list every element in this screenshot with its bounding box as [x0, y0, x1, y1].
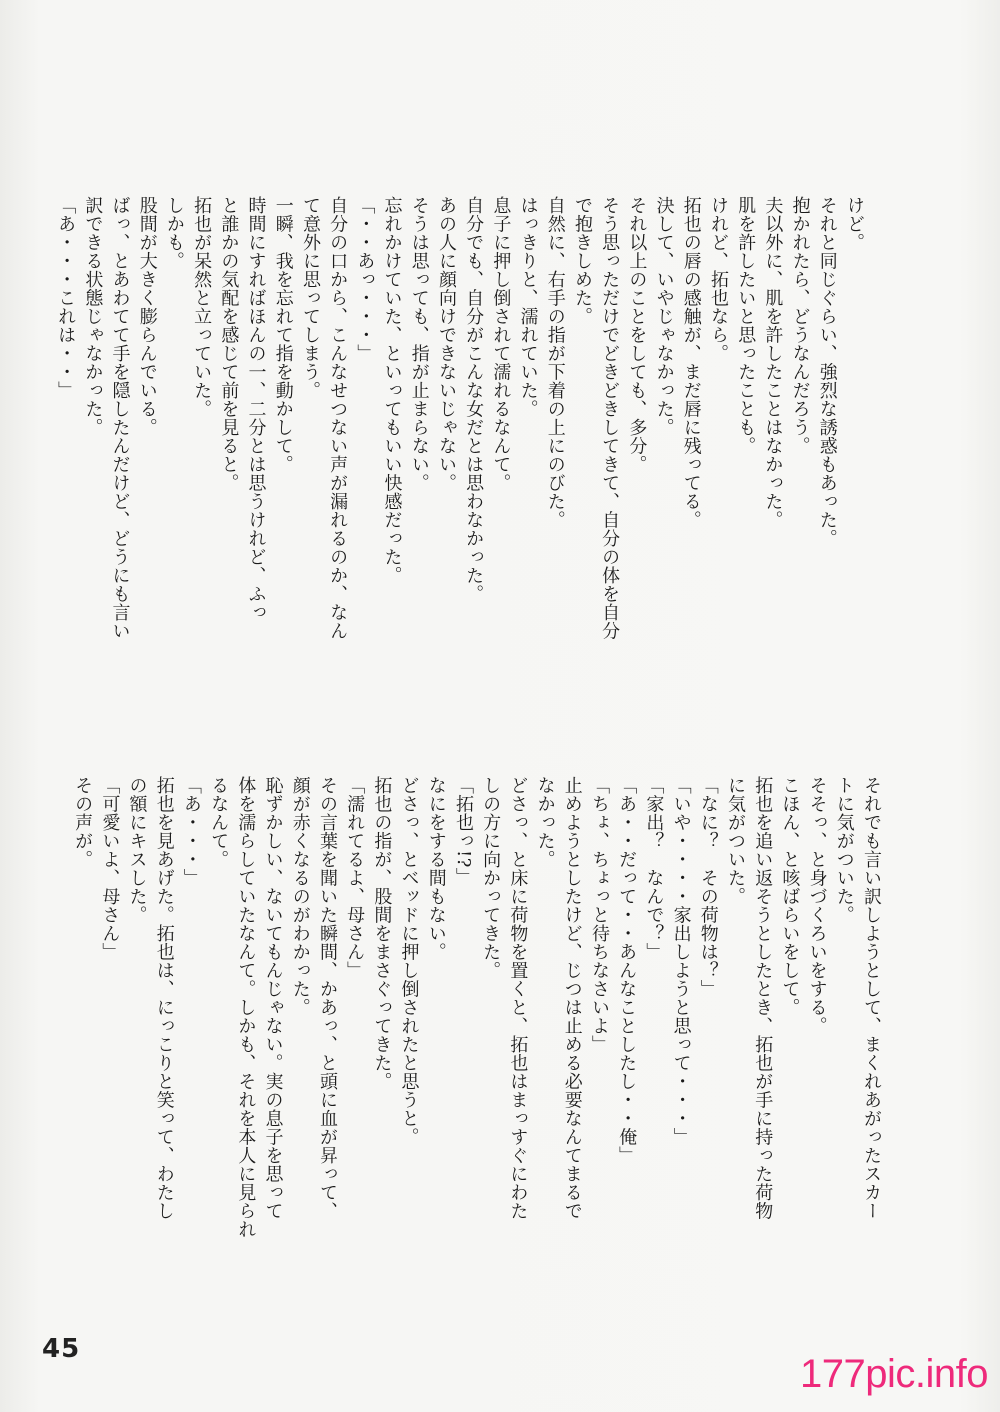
text-line: トに気がついた。	[833, 776, 855, 924]
text-line: そそっ、と身づくろいをする。	[806, 776, 828, 1035]
text-line: こほん、と咳ばらいをして。	[779, 776, 801, 1017]
text-line: 肌を許したいと思ったことも。	[735, 196, 757, 455]
text-line: 「濡れてるよ、母さん」	[344, 776, 366, 980]
text-line: と誰かの気配を感じて前を見ると。	[218, 196, 240, 492]
text-line: それでも言い訳しようとして、まくれあがったスカー	[861, 776, 882, 1220]
text-line: 一瞬、我を忘れて指を動かして。	[272, 196, 294, 474]
text-line: 拓也を追い返そうとしたとき、拓也が手に持った荷物	[752, 776, 774, 1220]
text-line: 「・・あっ・・・」	[354, 196, 376, 363]
text-line: 自然に、右手の指が下着の上にのびた。	[544, 196, 566, 529]
text-line: 自分でも、自分がこんな女だとは思わなかった。	[463, 196, 485, 603]
text-line: 拓也の指が、股間をまさぐってきた。	[371, 776, 393, 1091]
text-line: 「いや・・・・家出しようと思って・・・」	[670, 776, 692, 1146]
text-line: 時間にすればほんの一、二分とは思うけれど、ふっ	[245, 196, 267, 622]
text-line: あの人に顔向けできないじゃない。	[435, 196, 457, 492]
text-line: 抱かれたら、どうなんだろう。	[789, 196, 811, 455]
text-line: どさっ、と床に荷物を置くと、拓也はまっすぐにわた	[507, 776, 529, 1220]
text-line: 「可愛いよ、母さん」	[99, 776, 121, 961]
text-line: 止めようとしたけど、じつは止める必要なんてまるで	[561, 776, 583, 1220]
watermark-text: 177pic.info	[800, 1352, 988, 1396]
text-line: 「あ・・・これは・・」	[55, 196, 77, 400]
text-line: の額にキスした。	[126, 776, 148, 924]
text-line: しかも。	[163, 196, 185, 270]
text-line: ばっ、とあわてて手を隠したんだけど、どうにも言い	[109, 196, 131, 640]
text-line: に気がついた。	[724, 776, 746, 906]
text-line: それ以上のことをしても、多分。	[626, 196, 648, 474]
text-line: で抱きしめた。	[571, 196, 593, 326]
text-line: 「家出？ なんで？」	[643, 776, 665, 961]
text-line: 決して、いやじゃなかった。	[653, 196, 675, 437]
text-line: なにをする間もない。	[425, 776, 447, 961]
text-line: るなんて。	[208, 776, 230, 869]
text-line: 拓也を見あげた。拓也は、にっこりと笑って、わたし	[153, 776, 175, 1220]
text-line: 夫以外に、肌を許したことはなかった。	[762, 196, 784, 529]
text-line: 自分の口から、こんなせつない声が漏れるのか、なん	[327, 196, 349, 640]
text-block-lower	[72, 776, 885, 1291]
text-line: 訳できる状態じゃなかった。	[82, 196, 104, 437]
text-line: 息子に押し倒されて濡れるなんて。	[490, 196, 512, 492]
text-line: 拓也の唇の感触が、まだ唇に残ってる。	[680, 196, 702, 529]
text-line: 「なに？ その荷物は？」	[697, 776, 719, 998]
text-line: その声が。	[72, 776, 94, 869]
text-line: どさっ、とベッドに押し倒されたと思うと。	[398, 776, 420, 1146]
text-line: 体を濡らしていたなんて。しかも、それを本人に見られ	[235, 776, 257, 1239]
text-line: 「拓也っ!?」	[452, 776, 474, 887]
text-line: けれど、拓也なら。	[707, 196, 729, 363]
text-line: て意外に思ってしまう。	[299, 196, 321, 400]
text-line: 恥ずかしい、ないてもんじゃない。実の息子を思って	[262, 776, 284, 1220]
text-line: なかった。	[534, 776, 556, 869]
text-line: けど。	[844, 196, 865, 252]
text-line: 股間が大きく膨らんでいる。	[136, 196, 158, 437]
page-number: 45	[42, 1334, 81, 1364]
text-line: 「あ・・・」	[180, 776, 202, 887]
text-block-upper	[55, 196, 868, 666]
text-line: そう思っただけでどきどきしてきて、自分の体を自分	[599, 196, 621, 640]
text-line: そうは思っても、指が止まらない。	[408, 196, 430, 492]
text-line: 「ちょ、ちょっと待ちなさいよ」	[588, 776, 610, 1054]
text-line: それと同じぐらい、強烈な誘惑もあった。	[816, 196, 838, 548]
text-line: 拓也が呆然と立っていた。	[191, 196, 213, 418]
text-line: 忘れかけていた、といってもいい快感だった。	[381, 196, 403, 585]
text-line: 「あ・・だって・・あんなことしたし・・俺」	[616, 776, 638, 1165]
text-line: 顔が赤くなるのがわかった。	[289, 776, 311, 1017]
text-line: はっきりと、濡れていた。	[517, 196, 539, 418]
text-line: しの方に向かってきた。	[480, 776, 502, 980]
text-line: その言葉を聞いた瞬間、かあっ、と頭に血が昇って、	[316, 776, 338, 1220]
